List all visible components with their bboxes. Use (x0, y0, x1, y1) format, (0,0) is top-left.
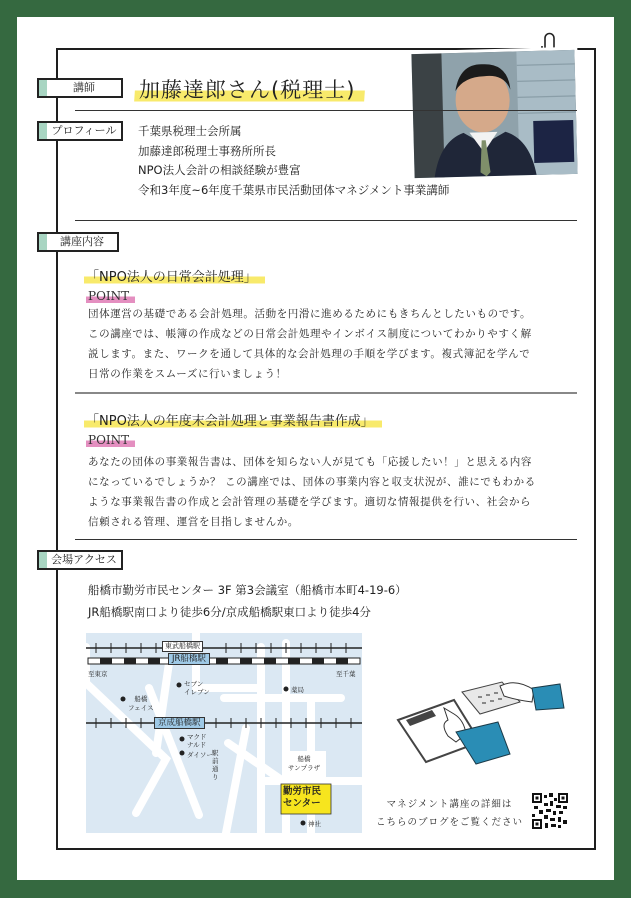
description-line: ような事業報告書の作成と会計管理の基礎を学びます。適切な情報提供を行い、社会から (88, 496, 532, 508)
lecturer-name-text: 加藤達郎さん(税理士) (139, 78, 356, 102)
profile-line: 令和3年度~6年度千葉県市民活動団体マネジメント事業講師 (138, 182, 450, 197)
access-map (86, 633, 362, 833)
course-title-2: 「NPO法人の年度末会計処理と事業報告書作成」 (84, 410, 382, 429)
label-accent (39, 123, 47, 139)
map-mcdonalds: マクド ナルド (187, 733, 207, 749)
divider (75, 539, 577, 540)
map-ekimae-dori: 駅 前 通 り (212, 749, 219, 781)
map-keisei-station: 京成船橋駅 (154, 717, 205, 729)
profile-line: NPO法人会計の相談経験が豊富 (138, 163, 301, 177)
map-jr-station: JR船橋駅 (168, 653, 210, 665)
divider (75, 392, 577, 394)
divider (75, 220, 577, 221)
access-label (37, 550, 123, 570)
profile-label-text: プロフィール (51, 124, 117, 137)
course-description-2 (88, 452, 568, 532)
description-line: あなたの団体の事業報告書は、団体を知らない人が見ても「応援したい！」と思える内容 (88, 456, 532, 468)
map-tobu-station: 東武船橋駅 (162, 641, 203, 652)
course-label (37, 232, 119, 252)
blog-notice (376, 796, 523, 832)
description-line: になっているでしょうか？ この講座では、団体の事業内容と収支状況が、誰にでもわかる (88, 476, 536, 488)
lecturer-label (37, 78, 123, 98)
map-shrine: 神社 (308, 820, 321, 828)
profile-label (37, 121, 123, 141)
description-line: 説します。また、ワークを通して具体的な会計処理の手順を学びます。複式簿記を学んで (88, 348, 531, 360)
profile-line: 千葉県税理士会所属 (138, 124, 242, 138)
course-description-1 (88, 304, 568, 384)
divider (75, 110, 577, 111)
venue-directions: JR船橋駅南口より徒歩6分/京成船橋駅東口より徒歩4分 (88, 605, 371, 619)
label-accent (39, 80, 47, 96)
map-funabashi-face: 船橋 フェイス (128, 695, 154, 712)
description-line: 団体運営の基礎である会計処理。活動を円滑に進めるためにもきちんとしたいものです。 (88, 308, 532, 320)
point-badge-1: POINT (86, 290, 135, 303)
map-to-chiba: 至千葉 (336, 670, 356, 678)
venue-address: 船橋市勤労市民センター 3F 第3会議室（船橋市本町4-19-6） (88, 583, 407, 597)
profile-line: 加藤達郎税理士事務所所長 (138, 143, 276, 158)
description-line: 信頼される管理、運営を目指しませんか。 (88, 516, 299, 528)
point-badge-2: POINT (86, 434, 135, 447)
map-daiso: ダイソー (187, 751, 213, 759)
accounting-illustration (392, 680, 582, 770)
qr-code[interactable] (532, 793, 568, 829)
label-accent (39, 234, 47, 250)
description-line: この講座では、帳簿の作成などの日常会計処理やインボイス制度についてわかりやすく解 (88, 328, 532, 340)
description-line: 日常の作業をスムーズに行いましょう！ (88, 368, 287, 380)
profile-list (138, 122, 449, 200)
course-title-1: 「NPO法人の日常会計処理」 (84, 266, 265, 285)
map-sunplaza: 船橋 サンプラザ (287, 755, 321, 772)
lecturer-name (134, 74, 366, 104)
label-accent (39, 552, 47, 568)
blog-line: マネジメント講座の詳細は (386, 799, 513, 810)
map-to-tokyo: 至東京 (88, 670, 108, 678)
map-venue: 勤労市民 センター (283, 786, 322, 809)
course-label-text: 講座内容 (60, 235, 104, 248)
blog-line: こちらのブログをご覧ください (376, 817, 524, 828)
map-seven-eleven: セブン イレブン (184, 680, 210, 696)
lecturer-label-text: 講師 (73, 81, 95, 94)
map-pharmacy: 薬局 (291, 686, 304, 694)
access-label-text: 会場アクセス (51, 553, 117, 566)
